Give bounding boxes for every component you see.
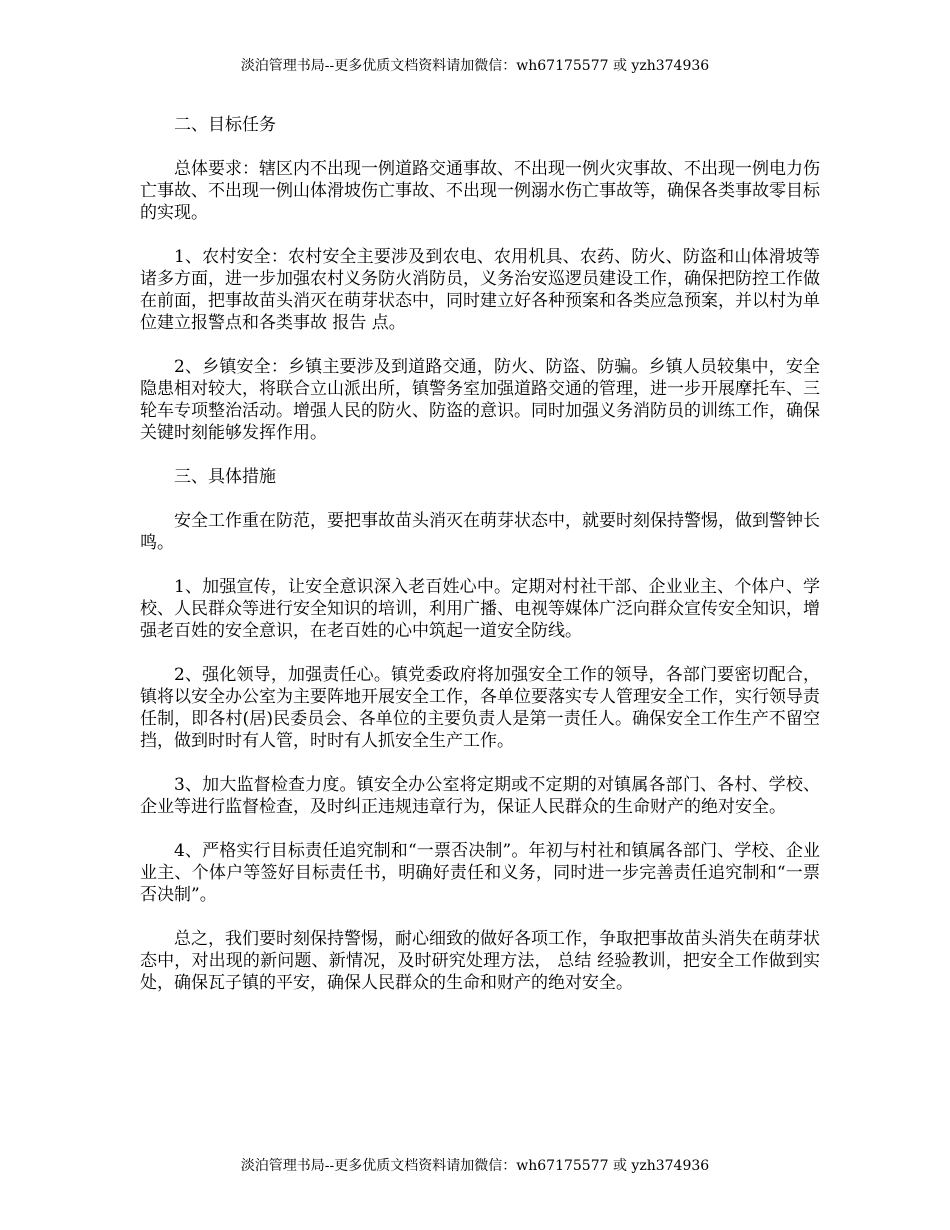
paragraph-leadership: 2、强化领导，加强责任心。镇党委政府将加强安全工作的领导，各部门要密切配合，镇将以安全办公室为主要阵地开展安全工作，各单位要落实专人管理安全工作，实行领导责任制，即各村(居)民委员会、各单位的主要负责人是第一责任人。确保安全工作生产不留空挡，做到时时有人管，时时有人抓安全生产工作。 (140, 665, 820, 751)
page-footer: 淡泊管理书局--更多优质文档资料请加微信：wh67175577 或 yzh374936 (240, 1158, 710, 1174)
paragraph-supervision: 3、加大监督检查力度。镇安全办公室将定期或不定期的对镇属各部门、各村、学校、企业等进行监督检查，及时纠正违规违章行为，保证人民群众的生命财产的绝对安全。 (140, 775, 820, 817)
section-heading-goals: 二、目标任务 (174, 115, 276, 135)
paragraph-overall-requirements: 总体要求：辖区内不出现一例道路交通事故、不出现一例火灾事故、不出现一例电力伤亡事故、不出现一例山体滑坡伤亡事故、不出现一例溺水伤亡事故等，确保各类事故零目标的实现。 (140, 159, 820, 223)
page-header: 淡泊管理书局--更多优质文档资料请加微信：wh67175577 或 yzh374936 (240, 58, 710, 74)
paragraph-publicity: 1、加强宣传，让安全意识深入老百姓心中。定期对村社干部、企业业主、个体户、学校、人民群众等进行安全知识的培训，利用广播、电视等媒体广泛向群众宣传安全知识，增强老百姓的安全意识，在老百姓的心中筑起一道安全防线。 (140, 577, 820, 641)
paragraph-accountability: 4、严格实行目标责任追究制和“一票否决制”。年初与村社和镇属各部门、学校、企业业主、个体户等签好目标责任书，明确好责任和义务，同时进一步完善责任追究制和“一票否决制”。 (140, 841, 820, 905)
paragraph-town-safety: 2、乡镇安全：乡镇主要涉及到道路交通，防火、防盗、防骗。乡镇人员较集中，安全隐患相对较大，将联合立山派出所，镇警务室加强道路交通的管理，进一步开展摩托车、三轮车专项整治活动。增强人民的防火、防盗的意识。同时加强义务消防员的训练工作，确保关键时刻能够发挥作用。 (140, 357, 820, 443)
paragraph-prevention: 安全工作重在防范，要把事故苗头消灭在萌芽状态中，就要时刻保持警惕，做到警钟长鸣。 (140, 511, 820, 553)
document-body (140, 114, 820, 1016)
section-heading-measures: 三、具体措施 (174, 467, 276, 487)
paragraph-rural-safety: 1、农村安全：农村安全主要涉及到农电、农用机具、农药、防火、防盗和山体滑坡等诸多方面，进一步加强农村义务防火消防员，义务治安巡逻员建设工作，确保把防控工作做在前面，把事故苗头消灭在萌芽状态中，同时建立好各种预案和各类应急预案，并以村为单位建立报警点和各类事故 报告 点。 (140, 247, 820, 333)
paragraph-conclusion: 总之，我们要时刻保持警惕，耐心细致的做好各项工作，争取把事故苗头消失在萌芽状态中，对出现的新问题、新情况，及时研究处理方法， 总结 经验教训，把安全工作做到实处，确保瓦子镇的平安，确保人民群众的生命和财产的绝对安全。 (140, 929, 820, 993)
